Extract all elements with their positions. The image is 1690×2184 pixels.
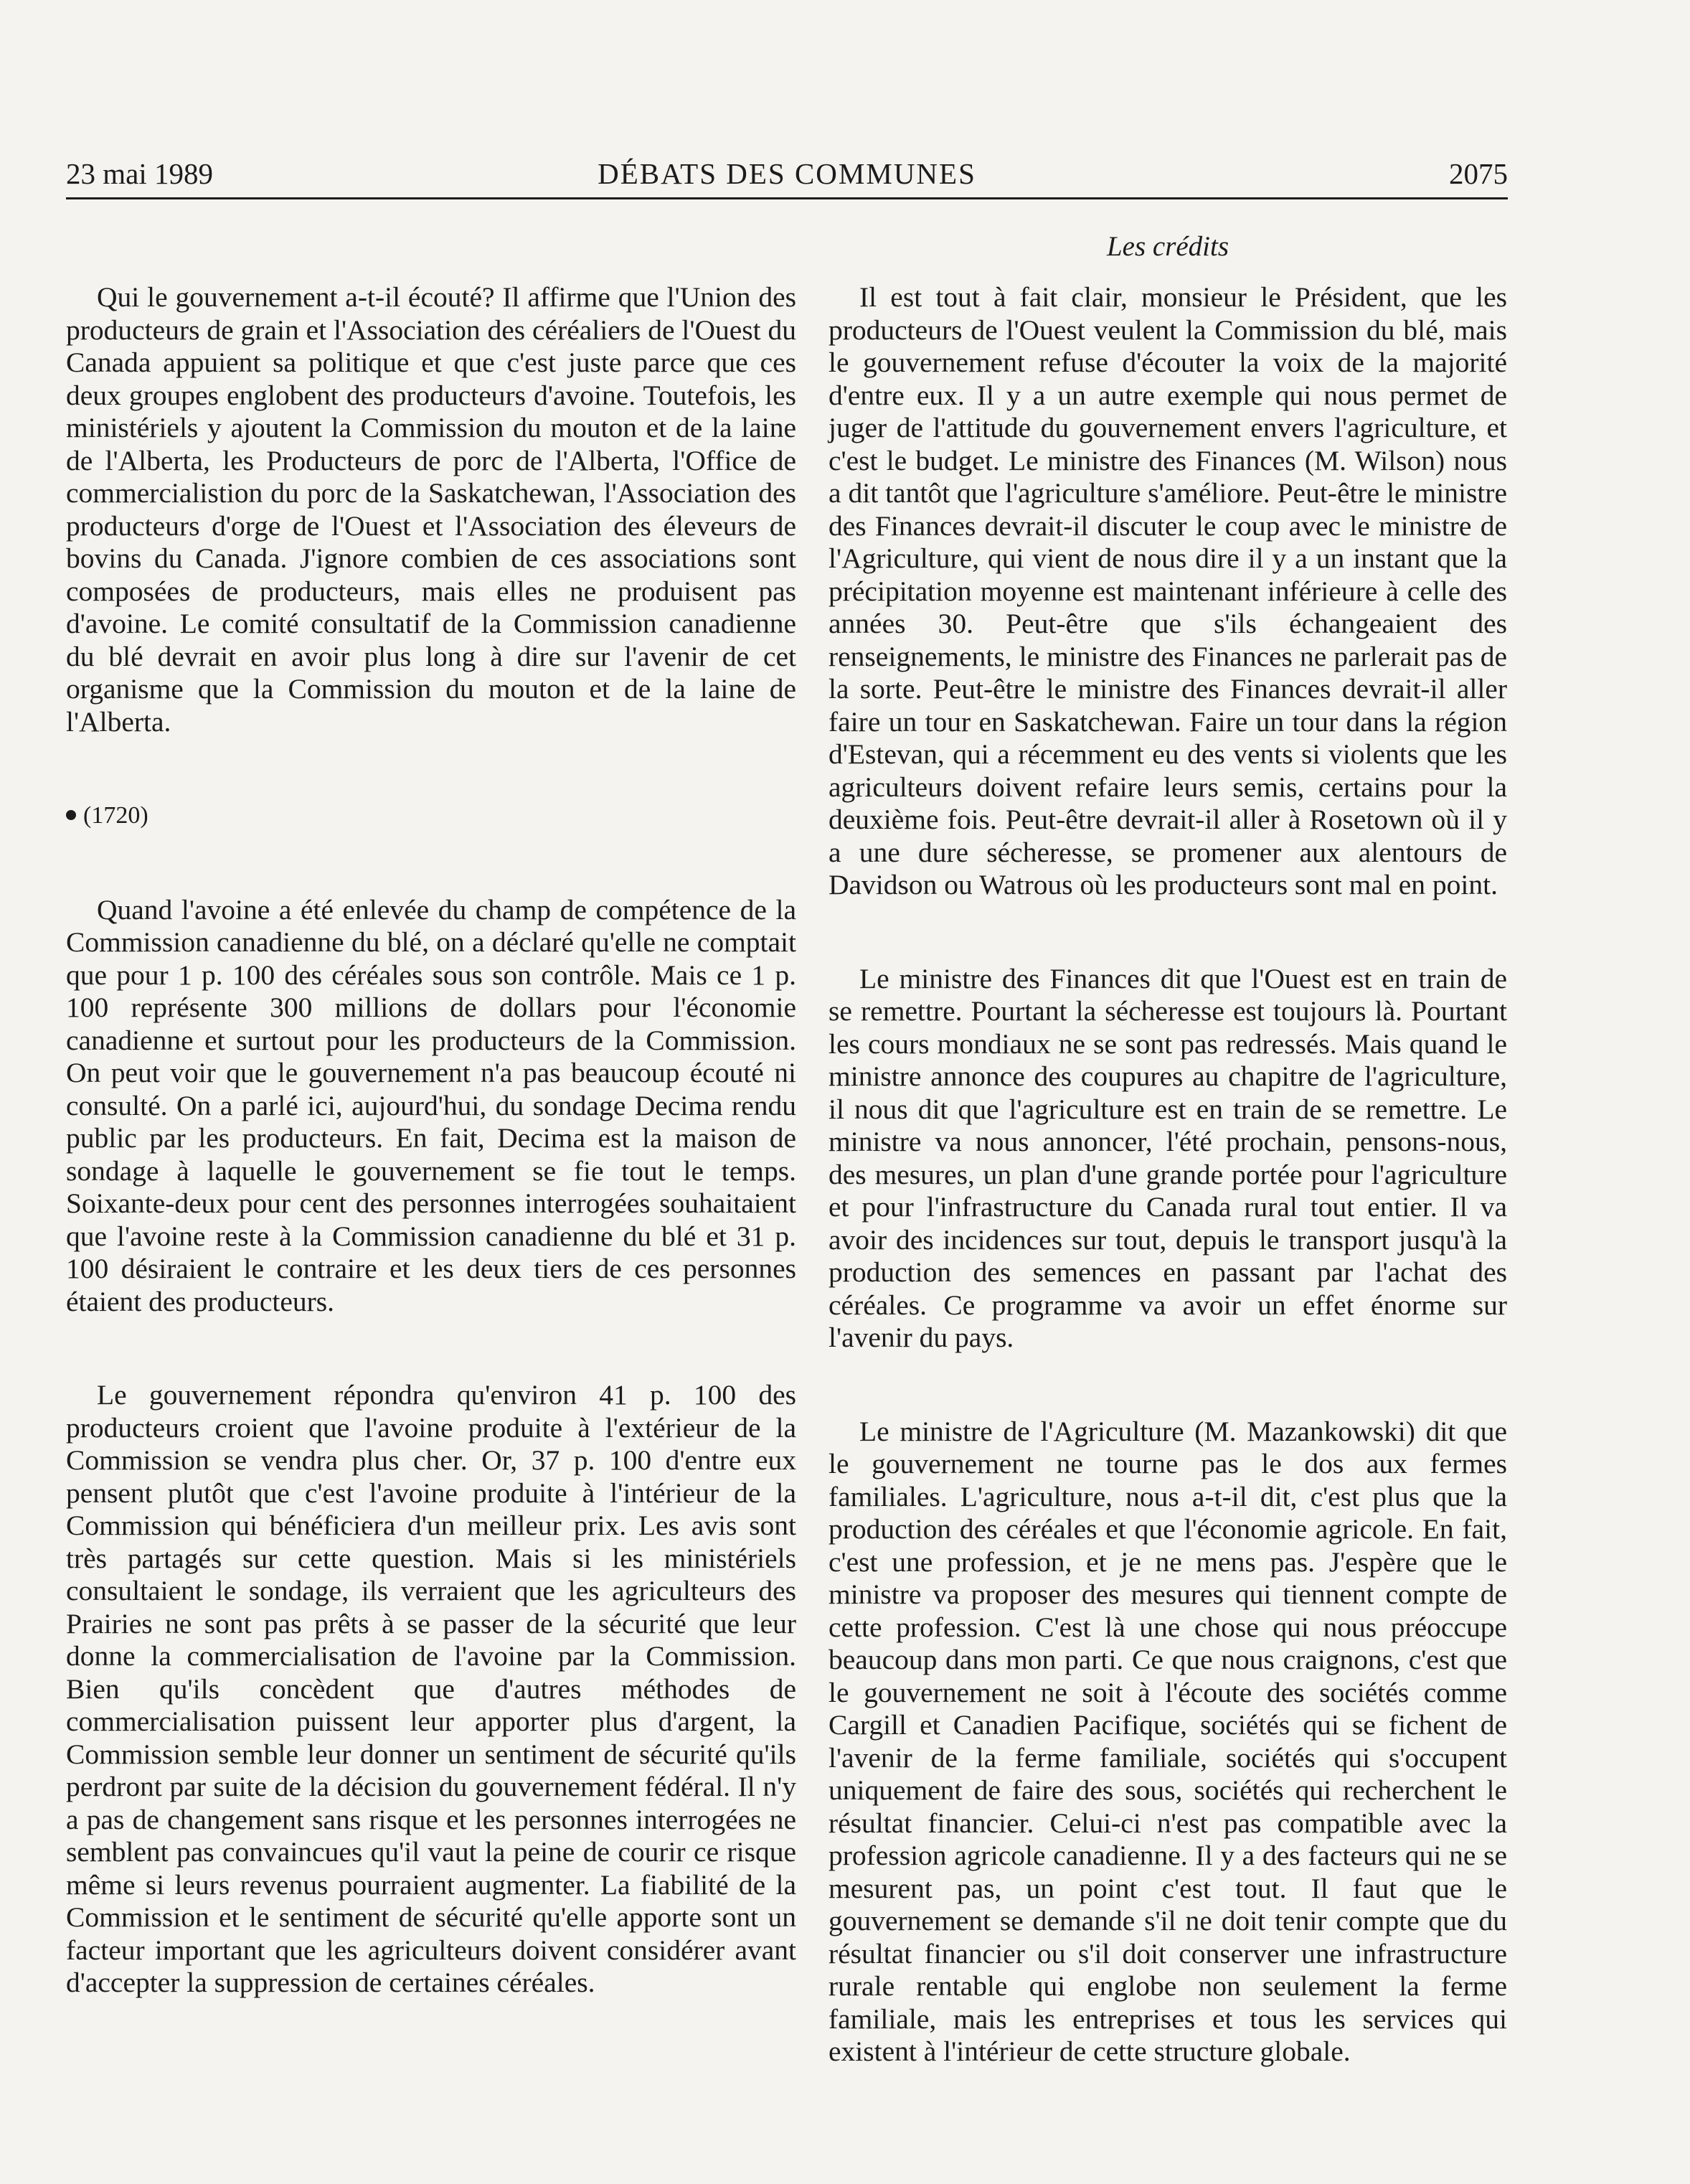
time-marker-label: (1720)	[83, 802, 148, 829]
header-page-number: 2075	[1449, 157, 1508, 190]
header-title: DÉBATS DES COMMUNES	[598, 157, 976, 190]
paragraph: Qui le gouvernement a-t-il écouté? Il affirme que l'Union des producteurs de grain et l'Association des céréaliers de l'Ouest du Canada appuient sa politique et que c'est juste parce que ces deux groupes englobent des producteurs d'avoine. Toutefois, les ministériels y ajoutent la Commission du mouton et de la laine de l'Alberta, les Producteurs de porc de l'Alberta, l'Office de commercialistion du porc de la Saskatchewan, l'Association des producteurs d'orge de l'Ouest et l'Association des éleveurs de bovins du Canada. J'ignore combien de ces associations sont composées de producteurs, mais elles ne produisent pas d'avoine. Le comité consultatif de la Commission canadienne du blé devrait en avoir plus long à dire sur l'avenir de cet organisme que la Commission du mouton et de la laine de l'Alberta.	[66, 281, 796, 738]
bullet-icon	[66, 810, 76, 820]
section-title: Les crédits	[1106, 231, 1229, 262]
page-header	[66, 152, 1508, 195]
header-rule	[66, 197, 1508, 199]
paragraph: Le gouvernement répondra qu'environ 41 p. 100 des producteurs croient que l'avoine produite à l'extérieur de la Commission se vendra plus cher. Or, 37 p. 100 d'entre eux pensent plutôt que c'est l'avoine produite à l'intérieur de la Commission qui bénéficiera d'un meilleur prix. Les avis sont très partagés sur cette question. Mais si les ministériels consultaient le sondage, ils verraient que les agriculteurs des Prairies ne sont pas prêts à se passer de la sécurité que leur donne la commercialisation de l'avoine par la Commission. Bien qu'ils concèdent que d'autres méthodes de commercialisation puissent leur apporter plus d'argent, la Commission semble leur donner un sentiment de sécurité qu'ils perdront par suite de la décision du gouvernement fédéral. Il n'y a pas de changement sans risque et les personnes interrogées ne semblent pas convaincues qu'il vaut la peine de courir ce risque même si leurs revenus pourraient augmenter. La fiabilité de la Commission et le sentiment de sécurité qu'elle apporte sont un facteur important que les agriculteurs doivent considérer avant d'accepter la suppression de certaines céréales.	[66, 1379, 796, 1998]
paragraph: Le ministre de l'Agriculture (M. Mazankowski) dit que le gouvernement ne tourne pas le dos aux fermes familiales. L'agriculture, nous a-t-il dit, c'est plus que la production des céréales et que l'économie agricole. En fait, c'est une profession, et je ne mens pas. J'espère que le ministre va proposer des mesures qui tiennent compte de cette profession. C'est là une chose qui nous préoccupe beaucoup dans mon parti. Ce que nous craignons, c'est que le gouvernement ne soit à l'écoute des sociétés comme Cargill et Canadien Pacifique, sociétés qui se fichent de l'avenir de la ferme familiale, sociétés qui s'occupent uniquement de faire des sous, sociétés qui recherchent le résultat financier. Celui-ci n'est pas compatible avec la profession agricole canadienne. Il y a des facteurs qui ne se mesurent pas, un point c'est tout. Il faut que le gouvernement se demande s'il ne doit tenir compte que du résultat financier ou s'il doit conserver une infrastructure rurale rentable qui englobe non seulement la ferme familiale, mais les entreprises et tous les services qui existent à l'intérieur de cette structure globale.	[829, 1415, 1507, 2067]
right-column	[829, 281, 1507, 2068]
header-date: 23 mai 1989	[66, 157, 213, 190]
left-column	[66, 281, 796, 2000]
paragraph: Il est tout à fait clair, monsieur le Président, que les producteurs de l'Ouest veulent la Commission du blé, mais le gouvernement refuse d'écouter la voix de la majorité d'entre eux. Il y a un autre exemple qui nous permet de juger de l'attitude du gouvernement envers l'agriculture, et c'est le budget. Le ministre des Finances (M. Wilson) nous a dit tantôt que l'agriculture s'améliore. Peut-être le ministre des Finances devrait-il discuter le coup avec le ministre de l'Agriculture, qui vient de nous dire il y a un instant que la précipitation moyenne est maintenant inférieure à celle des années 30. Peut-être que s'ils échangeaient des renseignements, le ministre des Finances ne parlerait pas de la sorte. Peut-être le ministre des Finances devrait-il aller faire un tour en Saskatchewan. Faire un tour dans la région d'Estevan, qui a récemment eu des vents si violents que les agriculteurs doivent refaire leurs semis, certains pour la deuxième fois. Peut-être devrait-il aller à Rosetown où il y a une dure sécheresse, se promener aux alentours de Davidson ou Watrous où les producteurs sont mal en point.	[829, 281, 1507, 900]
time-marker	[66, 799, 796, 832]
paragraph: Le ministre des Finances dit que l'Ouest est en train de se remettre. Pourtant la sécheresse est toujours là. Pourtant les cours mondiaux ne se sont pas redressés. Mais quand le ministre annonce des coupures au chapitre de l'agriculture, il nous dit que l'agriculture est en train de se remettre. Le ministre va nous annoncer, l'été prochain, pensons-nous, des mesures, un plan d'une grande portée pour l'agriculture et pour l'infrastructure du Canada rural tout entier. Il va avoir des incidences sur tout, depuis le transport jusqu'à la production des semences en passant par l'achat des céréales. Ce programme va avoir un effet énorme sur l'avenir du pays.	[829, 962, 1507, 1353]
paragraph: Quand l'avoine a été enlevée du champ de compétence de la Commission canadienne du blé, on a déclaré qu'elle ne comptait que pour 1 p. 100 des céréales sous son contrôle. Mais ce 1 p. 100 représente 300 millions de dollars pour l'économie canadienne et surtout pour les producteurs de la Commission. On peut voir que le gouvernement n'a pas beaucoup écouté ni consulté. On a parlé ici, aujourd'hui, du sondage Decima rendu public par les producteurs. En fait, Decima est la maison de sondage à laquelle le gouvernement se fie tout le temps. Soixante-deux pour cent des personnes interrogées souhaitaient que l'avoine reste à la Commission canadienne du blé et 31 p. 100 désiraient le contraire et les deux tiers de ces personnes étaient des producteurs.	[66, 893, 796, 1317]
